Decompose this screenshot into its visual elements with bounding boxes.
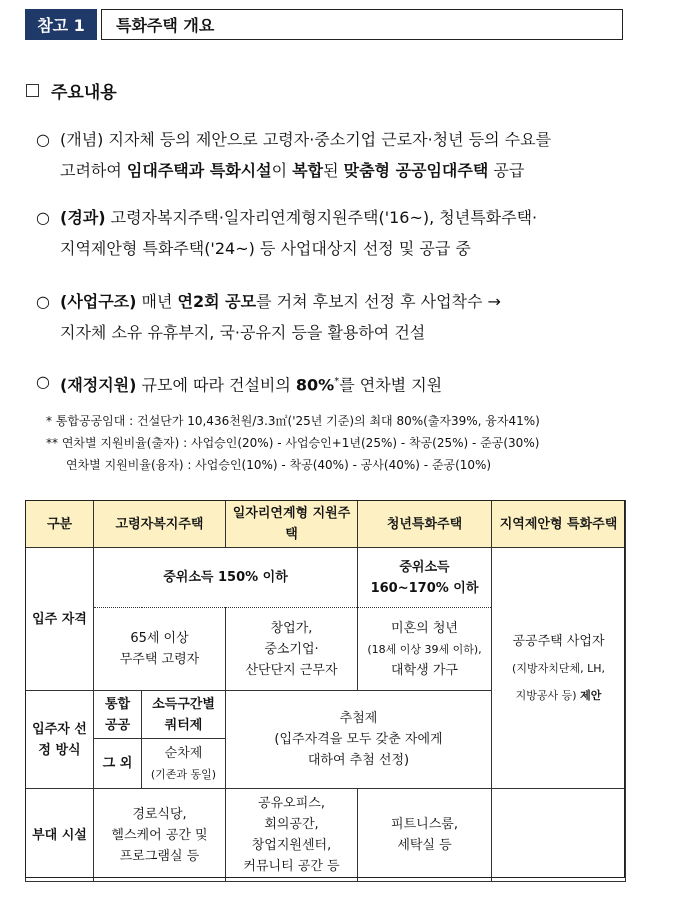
circle-bullet-icon: ○ bbox=[36, 292, 50, 311]
paragraph-line: (재정지원) 규모에 따라 건설비의 80%*를 연차별 지원 bbox=[60, 375, 443, 395]
header-youth: 청년특화주택 bbox=[358, 501, 492, 548]
cell-elderly-facilities: 경로식당, 헬스케어 공간 및 프로그램실 등 bbox=[94, 789, 226, 882]
paragraph-line: (사업구조) 매년 연2회 공모를 거쳐 후보지 선정 후 사업착수 → bbox=[60, 292, 501, 311]
paragraph-line: (경과) 고령자복지주택·일자리연계형지원주택('16~), 청년특화주택· bbox=[60, 208, 538, 227]
cell-other-method: 순차제 (기존과 동일) bbox=[142, 739, 226, 789]
section-heading bbox=[26, 78, 117, 103]
circle-bullet-icon: ○ bbox=[36, 208, 50, 227]
row-label-facilities: 부대 시설 bbox=[26, 789, 94, 882]
reference-tag: 참고 1 bbox=[25, 9, 97, 40]
cell-regional-facilities bbox=[492, 789, 626, 882]
row-label-eligibility: 입주 자격 bbox=[26, 548, 94, 691]
cell-youth-eligibility: 미혼의 청년 (18세 이상 39세 이하), 대학생 가구 bbox=[358, 608, 492, 691]
cell-integrated-method: 소득구간별 쿼터제 bbox=[142, 691, 226, 739]
cell-elderly-eligibility: 65세 이상 무주택 고령자 bbox=[94, 608, 226, 691]
cell-income-common: 중위소득 150% 이하 bbox=[94, 548, 358, 608]
circle-bullet-icon: ○ bbox=[36, 372, 50, 391]
paragraph-line: 지역제안형 특화주택('24~) 등 사업대상지 선정 및 공급 중 bbox=[60, 239, 471, 258]
header-elderly: 고령자복지주택 bbox=[94, 501, 226, 548]
page-header bbox=[25, 9, 623, 40]
footnote: ** 연차별 지원비율(출자) : 사업승인(20%) - 사업승인+1년(25%) - 착공(25%) - 준공(30%) bbox=[46, 436, 540, 450]
cell-regional: 공공주택 사업자 (지방자치단체, LH, 지방공사 등) 제안 bbox=[492, 548, 626, 789]
cell-income-youth: 중위소득 160~170% 이하 bbox=[358, 548, 492, 608]
row-label-selection: 입주자 선정 방식 bbox=[26, 691, 94, 789]
header-regional: 지역제안형 특화주택 bbox=[492, 501, 626, 548]
cell-lottery: 추첨제 (입주자격을 모두 갖춘 자에게 대하여 추첨 선정) bbox=[226, 691, 492, 789]
paragraph-funding bbox=[36, 366, 636, 400]
housing-comparison-table bbox=[25, 500, 626, 882]
header-job: 일자리연계형 지원주택 bbox=[226, 501, 358, 548]
paragraph-structure bbox=[36, 286, 636, 348]
footnotes bbox=[46, 410, 540, 476]
footnote: 연차별 지원비율(융자) : 사업승인(10%) - 착공(40%) - 공사(40%) - 준공(10%) bbox=[66, 458, 492, 472]
circle-bullet-icon: ○ bbox=[36, 130, 50, 149]
paragraph-line: 고려하여 임대주택과 특화시설이 복합된 맞춤형 공공임대주택 공급 bbox=[60, 161, 525, 180]
section-title: 주요내용 bbox=[51, 83, 117, 103]
paragraph-history bbox=[36, 202, 636, 264]
paragraph-concept bbox=[36, 124, 636, 186]
cell-other: 그 외 bbox=[94, 739, 142, 789]
paragraph-line: (개념) 지자체 등의 제안으로 고령자·중소기업 근로자·청년 등의 수요를 bbox=[60, 130, 552, 149]
cell-youth-facilities: 피트니스룸, 세탁실 등 bbox=[358, 789, 492, 882]
header-category: 구분 bbox=[26, 501, 94, 548]
square-bullet-icon bbox=[26, 84, 39, 97]
cell-job-eligibility: 창업가, 중소기업· 산단단지 근무자 bbox=[226, 608, 358, 691]
footnote: * 통합공공임대 : 건설단가 10,436천원/3.3㎡('25년 기준)의 최대 80%(출자39%, 융자41%) bbox=[46, 414, 540, 428]
page-title: 특화주택 개요 bbox=[101, 9, 623, 40]
paragraph-line: 지자체 소유 유휴부지, 국·공유지 등을 활용하여 건설 bbox=[60, 323, 426, 342]
cell-job-facilities: 공유오피스, 회의공간, 창업지원센터, 커뮤니티 공간 등 bbox=[226, 789, 358, 882]
cell-integrated: 통합 공공 bbox=[94, 691, 142, 739]
